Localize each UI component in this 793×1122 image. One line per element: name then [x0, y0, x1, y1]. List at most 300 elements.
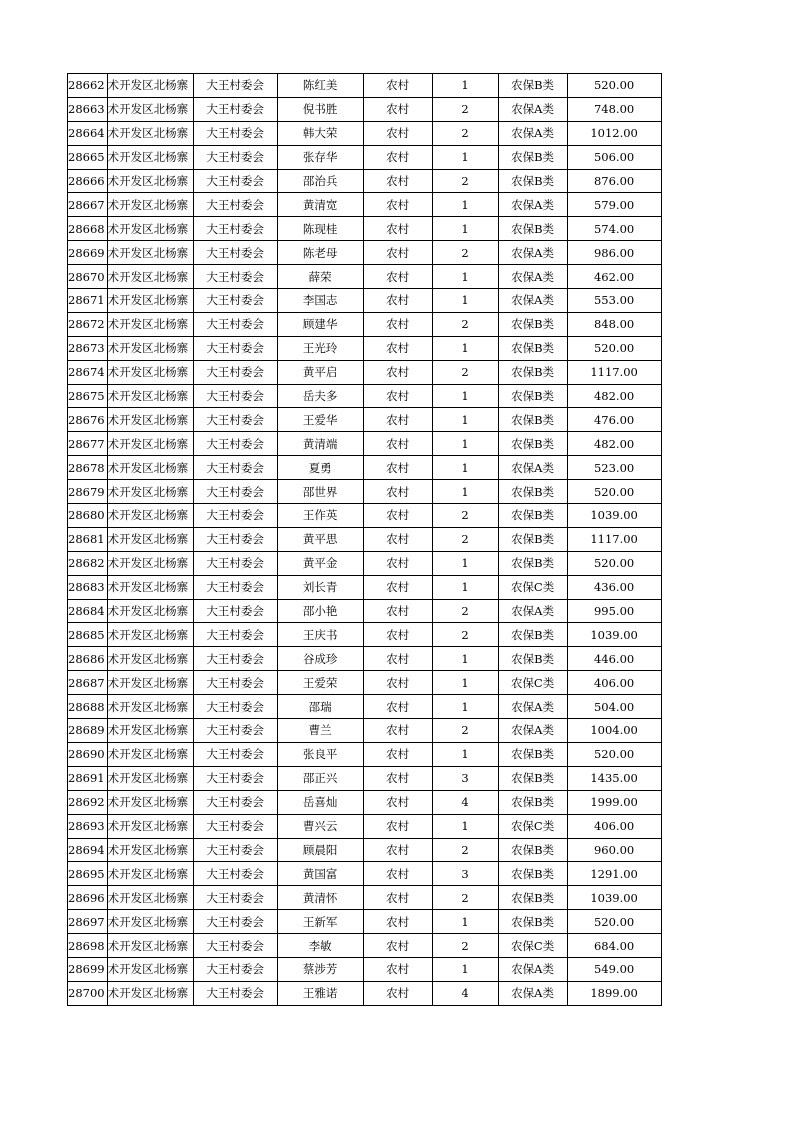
household-type-cell: 农村 [363, 408, 432, 432]
insurance-category-cell: 农保B类 [498, 504, 567, 528]
village-committee-cell: 大王村委会 [193, 384, 277, 408]
village-committee-cell: 大王村委会 [193, 742, 277, 766]
village-committee-cell: 大王村委会 [193, 527, 277, 551]
village-committee-cell: 大王村委会 [193, 241, 277, 265]
amount-cell: 482.00 [567, 432, 661, 456]
record-id-cell: 28686 [68, 647, 108, 671]
table-row [68, 97, 662, 121]
person-name-cell: 邵世界 [277, 480, 363, 504]
record-id-cell: 28699 [68, 957, 108, 981]
insurance-category-cell: 农保B类 [498, 74, 567, 98]
person-name-cell: 倪书胜 [277, 97, 363, 121]
district-text: 术开发区北杨寨 [107, 197, 189, 212]
village-committee-cell: 大王村委会 [193, 934, 277, 958]
household-type-cell: 农村 [363, 695, 432, 719]
district-cell [107, 814, 193, 838]
village-committee-cell: 大王村委会 [193, 193, 277, 217]
insurance-category-cell: 农保A类 [498, 695, 567, 719]
household-type-cell: 农村 [363, 575, 432, 599]
insurance-category-cell: 农保A类 [498, 241, 567, 265]
district-text: 术开发区北杨寨 [107, 795, 189, 810]
person-name-cell: 邵正兴 [277, 766, 363, 790]
amount-cell: 1117.00 [567, 360, 661, 384]
village-committee-cell: 大王村委会 [193, 408, 277, 432]
district-cell [107, 217, 193, 241]
member-count-cell: 2 [432, 360, 498, 384]
member-count-cell: 1 [432, 289, 498, 313]
person-name-cell: 黄清怀 [277, 886, 363, 910]
district-text: 术开发区北杨寨 [107, 627, 189, 642]
record-id-cell: 28680 [68, 504, 108, 528]
table-row [68, 456, 662, 480]
district-text: 术开发区北杨寨 [107, 293, 189, 308]
person-name-cell: 王光玲 [277, 336, 363, 360]
household-type-cell: 农村 [363, 886, 432, 910]
amount-cell: 1899.00 [567, 981, 661, 1005]
village-committee-cell: 大王村委会 [193, 145, 277, 169]
table-row [68, 193, 662, 217]
household-type-cell: 农村 [363, 838, 432, 862]
district-cell [107, 384, 193, 408]
record-id-cell: 28685 [68, 623, 108, 647]
table-row [68, 169, 662, 193]
amount-cell: 1999.00 [567, 790, 661, 814]
district-cell [107, 575, 193, 599]
household-type-cell: 农村 [363, 169, 432, 193]
village-committee-cell: 大王村委会 [193, 910, 277, 934]
district-text: 术开发区北杨寨 [107, 651, 189, 666]
household-type-cell: 农村 [363, 742, 432, 766]
amount-cell: 436.00 [567, 575, 661, 599]
household-type-cell: 农村 [363, 623, 432, 647]
village-committee-cell: 大王村委会 [193, 814, 277, 838]
insurance-category-cell: 农保A类 [498, 265, 567, 289]
record-id-cell: 28679 [68, 480, 108, 504]
member-count-cell: 1 [432, 74, 498, 98]
table-row [68, 121, 662, 145]
amount-cell: 1039.00 [567, 886, 661, 910]
table-row [68, 766, 662, 790]
district-cell [107, 312, 193, 336]
village-committee-cell: 大王村委会 [193, 97, 277, 121]
member-count-cell: 2 [432, 886, 498, 910]
member-count-cell: 1 [432, 336, 498, 360]
record-id-cell: 28676 [68, 408, 108, 432]
table-body [68, 74, 662, 1006]
member-count-cell: 2 [432, 838, 498, 862]
table-row [68, 527, 662, 551]
district-cell [107, 265, 193, 289]
member-count-cell: 1 [432, 575, 498, 599]
insurance-category-cell: 农保C类 [498, 671, 567, 695]
insurance-category-cell: 农保A类 [498, 121, 567, 145]
member-count-cell: 2 [432, 504, 498, 528]
table-row [68, 360, 662, 384]
person-name-cell: 曹兰 [277, 719, 363, 743]
person-name-cell: 黄清宽 [277, 193, 363, 217]
member-count-cell: 1 [432, 456, 498, 480]
household-type-cell: 农村 [363, 74, 432, 98]
table-row [68, 886, 662, 910]
amount-cell: 520.00 [567, 742, 661, 766]
district-text: 术开发区北杨寨 [107, 484, 189, 499]
person-name-cell: 李国志 [277, 289, 363, 313]
household-type-cell: 农村 [363, 360, 432, 384]
district-cell [107, 74, 193, 98]
table-row [68, 74, 662, 98]
table-row [68, 934, 662, 958]
insurance-category-cell: 农保B类 [498, 647, 567, 671]
district-text: 术开发区北杨寨 [107, 675, 189, 690]
insurance-category-cell: 农保A类 [498, 97, 567, 121]
table-row [68, 480, 662, 504]
household-type-cell: 农村 [363, 719, 432, 743]
insurance-category-cell: 农保B类 [498, 838, 567, 862]
district-cell [107, 766, 193, 790]
amount-cell: 462.00 [567, 265, 661, 289]
record-id-cell: 28691 [68, 766, 108, 790]
insurance-category-cell: 农保B类 [498, 766, 567, 790]
record-id-cell: 28662 [68, 74, 108, 98]
table-row [68, 790, 662, 814]
table-row [68, 814, 662, 838]
member-count-cell: 2 [432, 934, 498, 958]
village-committee-cell: 大王村委会 [193, 790, 277, 814]
table-row [68, 981, 662, 1005]
record-id-cell: 28664 [68, 121, 108, 145]
district-cell [107, 551, 193, 575]
record-id-cell: 28671 [68, 289, 108, 313]
table-row [68, 504, 662, 528]
record-id-cell: 28681 [68, 527, 108, 551]
member-count-cell: 2 [432, 623, 498, 647]
amount-cell: 520.00 [567, 480, 661, 504]
district-cell [107, 289, 193, 313]
district-cell [107, 408, 193, 432]
insurance-category-cell: 农保B类 [498, 432, 567, 456]
amount-cell: 520.00 [567, 74, 661, 98]
insurance-category-cell: 农保B类 [498, 862, 567, 886]
insurance-category-cell: 农保A类 [498, 289, 567, 313]
household-type-cell: 农村 [363, 480, 432, 504]
district-text: 术开发区北杨寨 [107, 842, 189, 857]
district-text: 术开发区北杨寨 [107, 389, 189, 404]
record-id-cell: 28666 [68, 169, 108, 193]
household-type-cell: 农村 [363, 981, 432, 1005]
person-name-cell: 陈红美 [277, 74, 363, 98]
district-text: 术开发区北杨寨 [107, 365, 189, 380]
district-text: 术开发区北杨寨 [107, 866, 189, 881]
village-committee-cell: 大王村委会 [193, 121, 277, 145]
district-text: 术开发区北杨寨 [107, 699, 189, 714]
record-id-cell: 28695 [68, 862, 108, 886]
record-id-cell: 28670 [68, 265, 108, 289]
district-cell [107, 336, 193, 360]
table-row [68, 265, 662, 289]
insurance-category-cell: 农保B类 [498, 742, 567, 766]
person-name-cell: 张良平 [277, 742, 363, 766]
district-cell [107, 934, 193, 958]
amount-cell: 553.00 [567, 289, 661, 313]
amount-cell: 848.00 [567, 312, 661, 336]
district-cell [107, 527, 193, 551]
household-type-cell: 农村 [363, 957, 432, 981]
member-count-cell: 1 [432, 145, 498, 169]
table-row [68, 957, 662, 981]
insurance-category-cell: 农保A类 [498, 599, 567, 623]
village-committee-cell: 大王村委会 [193, 360, 277, 384]
village-committee-cell: 大王村委会 [193, 957, 277, 981]
amount-cell: 406.00 [567, 671, 661, 695]
insurance-category-cell: 农保B类 [498, 336, 567, 360]
member-count-cell: 3 [432, 862, 498, 886]
person-name-cell: 王爱华 [277, 408, 363, 432]
record-id-cell: 28687 [68, 671, 108, 695]
member-count-cell: 2 [432, 121, 498, 145]
district-cell [107, 432, 193, 456]
household-type-cell: 农村 [363, 121, 432, 145]
household-type-cell: 农村 [363, 193, 432, 217]
record-id-cell: 28677 [68, 432, 108, 456]
district-cell [107, 193, 193, 217]
person-name-cell: 邵治兵 [277, 169, 363, 193]
district-cell [107, 480, 193, 504]
village-committee-cell: 大王村委会 [193, 766, 277, 790]
person-name-cell: 岳喜灿 [277, 790, 363, 814]
person-name-cell: 王雅诺 [277, 981, 363, 1005]
household-type-cell: 农村 [363, 599, 432, 623]
table-row [68, 838, 662, 862]
table-row [68, 575, 662, 599]
village-committee-cell: 大王村委会 [193, 623, 277, 647]
district-text: 术开发区北杨寨 [107, 412, 189, 427]
district-cell [107, 910, 193, 934]
table-row [68, 599, 662, 623]
district-text: 术开发区北杨寨 [107, 221, 189, 236]
village-committee-cell: 大王村委会 [193, 886, 277, 910]
amount-cell: 1291.00 [567, 862, 661, 886]
district-text: 术开发区北杨寨 [107, 341, 189, 356]
district-text: 术开发区北杨寨 [107, 938, 189, 953]
person-name-cell: 黄平金 [277, 551, 363, 575]
member-count-cell: 4 [432, 981, 498, 1005]
member-count-cell: 2 [432, 719, 498, 743]
person-name-cell: 谷成珍 [277, 647, 363, 671]
village-committee-cell: 大王村委会 [193, 265, 277, 289]
member-count-cell: 1 [432, 217, 498, 241]
member-count-cell: 1 [432, 193, 498, 217]
amount-cell: 520.00 [567, 910, 661, 934]
member-count-cell: 2 [432, 527, 498, 551]
table-row [68, 671, 662, 695]
record-id-cell: 28692 [68, 790, 108, 814]
person-name-cell: 黄平启 [277, 360, 363, 384]
household-type-cell: 农村 [363, 647, 432, 671]
amount-cell: 1039.00 [567, 504, 661, 528]
table-row [68, 432, 662, 456]
village-committee-cell: 大王村委会 [193, 504, 277, 528]
household-type-cell: 农村 [363, 432, 432, 456]
member-count-cell: 1 [432, 480, 498, 504]
district-text: 术开发区北杨寨 [107, 986, 189, 1001]
village-committee-cell: 大王村委会 [193, 336, 277, 360]
record-id-cell: 28683 [68, 575, 108, 599]
district-text: 术开发区北杨寨 [107, 747, 189, 762]
district-text: 术开发区北杨寨 [107, 269, 189, 284]
household-type-cell: 农村 [363, 527, 432, 551]
district-text: 术开发区北杨寨 [107, 150, 189, 165]
record-id-cell: 28673 [68, 336, 108, 360]
district-text: 术开发区北杨寨 [107, 723, 189, 738]
insurance-category-cell: 农保B类 [498, 623, 567, 647]
member-count-cell: 1 [432, 910, 498, 934]
insurance-category-cell: 农保B类 [498, 360, 567, 384]
member-count-cell: 1 [432, 408, 498, 432]
household-type-cell: 农村 [363, 671, 432, 695]
district-cell [107, 838, 193, 862]
table-row [68, 551, 662, 575]
member-count-cell: 1 [432, 384, 498, 408]
amount-cell: 1004.00 [567, 719, 661, 743]
person-name-cell: 夏勇 [277, 456, 363, 480]
district-text: 术开发区北杨寨 [107, 771, 189, 786]
member-count-cell: 3 [432, 766, 498, 790]
insurance-category-cell: 农保B类 [498, 480, 567, 504]
district-cell [107, 981, 193, 1005]
village-committee-cell: 大王村委会 [193, 695, 277, 719]
person-name-cell: 蔡涉芳 [277, 957, 363, 981]
household-type-cell: 农村 [363, 336, 432, 360]
household-type-cell: 农村 [363, 265, 432, 289]
record-id-cell: 28698 [68, 934, 108, 958]
data-table [67, 73, 662, 1006]
record-id-cell: 28678 [68, 456, 108, 480]
district-cell [107, 742, 193, 766]
table-row [68, 241, 662, 265]
insurance-category-cell: 农保A类 [498, 719, 567, 743]
district-cell [107, 623, 193, 647]
member-count-cell: 2 [432, 599, 498, 623]
record-id-cell: 28684 [68, 599, 108, 623]
amount-cell: 406.00 [567, 814, 661, 838]
household-type-cell: 农村 [363, 289, 432, 313]
village-committee-cell: 大王村委会 [193, 981, 277, 1005]
table-row [68, 289, 662, 313]
insurance-category-cell: 农保B类 [498, 169, 567, 193]
record-id-cell: 28682 [68, 551, 108, 575]
household-type-cell: 农村 [363, 934, 432, 958]
member-count-cell: 1 [432, 432, 498, 456]
insurance-category-cell: 农保B类 [498, 384, 567, 408]
amount-cell: 482.00 [567, 384, 661, 408]
household-type-cell: 农村 [363, 217, 432, 241]
table-row [68, 408, 662, 432]
person-name-cell: 王新军 [277, 910, 363, 934]
district-text: 术开发区北杨寨 [107, 460, 189, 475]
person-name-cell: 顾建华 [277, 312, 363, 336]
amount-cell: 1117.00 [567, 527, 661, 551]
record-id-cell: 28697 [68, 910, 108, 934]
table-row [68, 695, 662, 719]
amount-cell: 1435.00 [567, 766, 661, 790]
table-row [68, 312, 662, 336]
member-count-cell: 1 [432, 671, 498, 695]
village-committee-cell: 大王村委会 [193, 647, 277, 671]
person-name-cell: 岳夫多 [277, 384, 363, 408]
person-name-cell: 黄清端 [277, 432, 363, 456]
district-cell [107, 360, 193, 384]
person-name-cell: 邵瑞 [277, 695, 363, 719]
village-committee-cell: 大王村委会 [193, 480, 277, 504]
village-committee-cell: 大王村委会 [193, 599, 277, 623]
amount-cell: 579.00 [567, 193, 661, 217]
village-committee-cell: 大王村委会 [193, 169, 277, 193]
village-committee-cell: 大王村委会 [193, 671, 277, 695]
district-cell [107, 121, 193, 145]
member-count-cell: 2 [432, 169, 498, 193]
amount-cell: 549.00 [567, 957, 661, 981]
district-text: 术开发区北杨寨 [107, 819, 189, 834]
district-text: 术开发区北杨寨 [107, 317, 189, 332]
village-committee-cell: 大王村委会 [193, 719, 277, 743]
insurance-category-cell: 农保B类 [498, 145, 567, 169]
member-count-cell: 1 [432, 742, 498, 766]
member-count-cell: 1 [432, 551, 498, 575]
insurance-category-cell: 农保A类 [498, 456, 567, 480]
amount-cell: 684.00 [567, 934, 661, 958]
member-count-cell: 1 [432, 957, 498, 981]
person-name-cell: 王爱荣 [277, 671, 363, 695]
household-type-cell: 农村 [363, 790, 432, 814]
district-cell [107, 504, 193, 528]
person-name-cell: 邵小艳 [277, 599, 363, 623]
record-id-cell: 28693 [68, 814, 108, 838]
insurance-category-cell: 农保B类 [498, 910, 567, 934]
village-committee-cell: 大王村委会 [193, 289, 277, 313]
district-text: 术开发区北杨寨 [107, 174, 189, 188]
household-type-cell: 农村 [363, 766, 432, 790]
member-count-cell: 1 [432, 814, 498, 838]
record-id-cell: 28696 [68, 886, 108, 910]
insurance-category-cell: 农保B类 [498, 790, 567, 814]
table-row [68, 336, 662, 360]
insurance-category-cell: 农保A类 [498, 193, 567, 217]
district-text: 术开发区北杨寨 [107, 890, 189, 905]
member-count-cell: 1 [432, 647, 498, 671]
village-committee-cell: 大王村委会 [193, 456, 277, 480]
district-text: 术开发区北杨寨 [107, 508, 189, 523]
amount-cell: 960.00 [567, 838, 661, 862]
district-cell [107, 695, 193, 719]
district-cell [107, 169, 193, 193]
person-name-cell: 韩大荣 [277, 121, 363, 145]
record-id-cell: 28689 [68, 719, 108, 743]
table-row [68, 910, 662, 934]
household-type-cell: 农村 [363, 551, 432, 575]
table-row [68, 647, 662, 671]
insurance-category-cell: 农保B类 [498, 551, 567, 575]
district-cell [107, 456, 193, 480]
district-cell [107, 790, 193, 814]
person-name-cell: 陈老母 [277, 241, 363, 265]
insurance-category-cell: 农保C类 [498, 934, 567, 958]
person-name-cell: 陈现桂 [277, 217, 363, 241]
table-row [68, 384, 662, 408]
amount-cell: 1039.00 [567, 623, 661, 647]
member-count-cell: 2 [432, 312, 498, 336]
member-count-cell: 4 [432, 790, 498, 814]
district-cell [107, 862, 193, 886]
